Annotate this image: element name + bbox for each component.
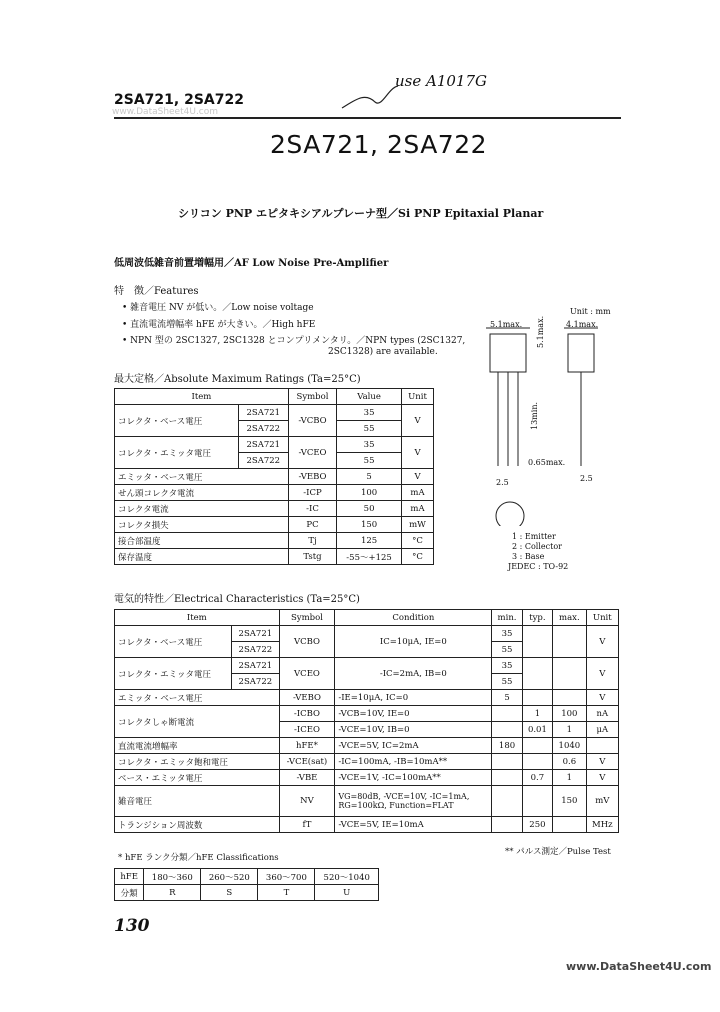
table-cell: 直流電流増幅率 [115, 738, 280, 754]
col-header: Unit [402, 389, 434, 405]
col-header: Item [115, 389, 289, 405]
table-cell: IC=10μA, IE=0 [335, 626, 492, 658]
table-cell: コレクタ・エミッタ電圧 [115, 658, 232, 690]
table-cell: 雑音電圧 [115, 786, 280, 817]
pulse-note: ** パルス測定／Pulse Test [505, 847, 611, 857]
table-cell: μA [586, 722, 618, 738]
table-cell: S [201, 885, 258, 901]
table-cell: V [586, 754, 618, 770]
page-number: 130 [114, 916, 150, 936]
table-cell [492, 786, 522, 817]
table-cell: コレクタ電流 [115, 501, 289, 517]
table-cell [522, 658, 552, 690]
table-cell: コレクタ・エミッタ飽和電圧 [115, 754, 280, 770]
package-drawing [480, 326, 620, 526]
table-cell: V [586, 770, 618, 786]
table-cell [553, 817, 587, 833]
table-cell: 1 [553, 770, 587, 786]
table-cell [492, 770, 522, 786]
table-cell: 2SA721 [232, 626, 280, 642]
table-cell [553, 658, 587, 690]
table-cell: -VCE(sat) [279, 754, 335, 770]
table-cell: 1 [522, 706, 552, 722]
feature-item: 2SC1328) are available. [328, 347, 438, 357]
table-cell: せん頭コレクタ電流 [115, 485, 289, 501]
dim-label: 2.5 [580, 474, 593, 483]
hfe-class-heading: * hFE ランク分類／hFE Classifications [118, 853, 279, 863]
col-header: Unit [586, 610, 618, 626]
table-cell: MHz [586, 817, 618, 833]
table-cell: fT [279, 817, 335, 833]
handwritten-note: use A1017G [395, 72, 487, 90]
subtitle: シリコン PNP エピタキシアルプレーナ型／Si PNP Epitaxial Planar [178, 207, 544, 220]
feature-item: • 直流電流増幅率 hFE が大きい。／High hFE [122, 320, 316, 330]
table-cell [492, 754, 522, 770]
table-cell: 0.7 [522, 770, 552, 786]
table-cell: コレクタ・ベース電圧 [115, 626, 232, 658]
features-heading: 特 徴／Features [114, 286, 199, 297]
elec-heading: 電気的特性／Electrical Characteristics (Ta=25°C) [114, 594, 360, 605]
table-cell: -VCE=1V, -IC=100mA** [335, 770, 492, 786]
table-cell [492, 817, 522, 833]
table-cell: -ICP [288, 485, 336, 501]
table-cell: 2SA722 [238, 453, 288, 469]
application: 低周波低雑音前置増幅用／AF Low Noise Pre-Amplifier [114, 258, 389, 269]
col-header: min. [492, 610, 522, 626]
table-cell: mW [402, 517, 434, 533]
table-cell: 5 [337, 469, 402, 485]
table-cell: 35 [337, 405, 402, 421]
table-cell [522, 626, 552, 658]
table-cell: NV [279, 786, 335, 817]
table-cell: ベース・エミッタ電圧 [115, 770, 280, 786]
table-cell: 35 [492, 626, 522, 642]
header-rule [114, 117, 621, 119]
feature-item: • 雑音電圧 NV が低い。／Low noise voltage [122, 303, 314, 313]
dim-label: 4.1max. [566, 320, 599, 329]
table-cell: 35 [492, 658, 522, 674]
table-cell [553, 690, 587, 706]
table-cell: 2SA721 [238, 437, 288, 453]
table-cell: U [315, 885, 379, 901]
table-cell: nA [586, 706, 618, 722]
table-cell: 260～520 [201, 869, 258, 885]
handwritten-stroke [340, 82, 400, 112]
table-cell: エミッタ・ベース電圧 [115, 469, 289, 485]
table-cell [492, 722, 522, 738]
table-cell: 5 [492, 690, 522, 706]
table-cell: 接合部温度 [115, 533, 289, 549]
table-cell: 100 [553, 706, 587, 722]
table-cell: 150 [553, 786, 587, 817]
page-title: 2SA721, 2SA722 [270, 130, 488, 159]
table-cell: 50 [337, 501, 402, 517]
table-cell: V [586, 626, 618, 658]
table-cell: hFE [115, 869, 144, 885]
table-cell: 35 [337, 437, 402, 453]
dim-label: 5.1max. [490, 320, 523, 329]
header-part-number: 2SA721, 2SA722 [114, 92, 244, 108]
table-cell: V [586, 658, 618, 690]
table-cell: コレクタ損失 [115, 517, 289, 533]
table-cell: mV [586, 786, 618, 817]
table-cell [522, 690, 552, 706]
pin-label: 2 : Collector [512, 542, 562, 551]
table-cell: 55 [337, 421, 402, 437]
table-cell: 250 [522, 817, 552, 833]
table-cell: Tj [288, 533, 336, 549]
table-cell [522, 786, 552, 817]
table-cell: 55 [492, 674, 522, 690]
watermark: www.DataSheet4U.com [112, 107, 219, 117]
table-cell [522, 754, 552, 770]
table-cell: コレクタ・ベース電圧 [115, 405, 239, 437]
elec-table [114, 609, 619, 833]
table-cell: V [586, 690, 618, 706]
table-cell: 150 [337, 517, 402, 533]
table-cell: -VBE [279, 770, 335, 786]
table-cell: コレクタ・エミッタ電圧 [115, 437, 239, 469]
table-cell: トランジション周波数 [115, 817, 280, 833]
col-header: Item [115, 610, 280, 626]
table-cell: -IE=10μA, IC=0 [335, 690, 492, 706]
table-cell: -VEBO [279, 690, 335, 706]
table-cell [492, 706, 522, 722]
table-cell: -VCE=10V, IB=0 [335, 722, 492, 738]
table-cell [522, 738, 552, 754]
col-header: typ. [522, 610, 552, 626]
feature-item: • NPN 型の 2SC1327, 2SC1328 とコンプリメンタリ。／NPN types (2SC1327, [122, 336, 466, 346]
col-header: Symbol [279, 610, 335, 626]
table-cell: 2SA721 [238, 405, 288, 421]
table-cell: V [402, 405, 434, 437]
table-cell: -ICBO [279, 706, 335, 722]
footer-url[interactable]: www.DataSheet4U.com [566, 960, 712, 973]
dim-label: 13min. [530, 401, 539, 430]
table-cell: 2SA722 [232, 674, 280, 690]
dim-label: 0.65max. [528, 458, 566, 467]
table-cell: 保存温度 [115, 549, 289, 565]
table-cell: -VCEO [288, 437, 336, 469]
table-cell [586, 738, 618, 754]
col-header: Condition [335, 610, 492, 626]
table-cell: 180 [492, 738, 522, 754]
table-cell: -VCE=5V, IC=2mA [335, 738, 492, 754]
table-cell: 2SA722 [238, 421, 288, 437]
dim-label: 5.1max. [536, 315, 545, 348]
col-header: Value [337, 389, 402, 405]
table-cell: 360～700 [258, 869, 315, 885]
abs-max-table [114, 388, 434, 565]
table-cell: 2SA722 [232, 642, 280, 658]
table-cell: -IC=100mA, -IB=10mA** [335, 754, 492, 770]
table-cell: エミッタ・ベース電圧 [115, 690, 280, 706]
dim-label: 2.5 [496, 478, 509, 487]
table-cell: -VCE=5V, IE=10mA [335, 817, 492, 833]
table-cell: 0.01 [522, 722, 552, 738]
table-cell: 125 [337, 533, 402, 549]
table-cell: 0.6 [553, 754, 587, 770]
table-cell: 100 [337, 485, 402, 501]
table-cell: °C [402, 533, 434, 549]
abs-max-heading: 最大定格／Absolute Maximum Ratings (Ta=25°C) [114, 374, 361, 385]
table-cell: 1 [553, 722, 587, 738]
table-cell: コレクタしゃ断電流 [115, 706, 280, 738]
table-cell: V [402, 437, 434, 469]
table-cell: -VCB=10V, IE=0 [335, 706, 492, 722]
table-cell: 55 [492, 642, 522, 658]
table-cell: mA [402, 485, 434, 501]
table-cell: 1040 [553, 738, 587, 754]
table-cell: 55 [337, 453, 402, 469]
table-cell: hFE* [279, 738, 335, 754]
table-cell: -IC [288, 501, 336, 517]
table-cell [553, 626, 587, 658]
table-cell: T [258, 885, 315, 901]
table-cell: -VEBO [288, 469, 336, 485]
table-cell: VCEO [279, 658, 335, 690]
table-cell: VCBO [279, 626, 335, 658]
table-cell: Tstg [288, 549, 336, 565]
table-cell: V [402, 469, 434, 485]
table-cell: °C [402, 549, 434, 565]
jedec-label: JEDEC : TO-92 [508, 562, 569, 571]
table-cell: -IC=2mA, IB=0 [335, 658, 492, 690]
unit-label: Unit : mm [570, 307, 611, 316]
table-cell: -55～+125 [337, 549, 402, 565]
col-header: Symbol [288, 389, 336, 405]
table-cell: 520～1040 [315, 869, 379, 885]
table-cell: 分類 [115, 885, 144, 901]
pin-label: 1 : Emitter [512, 532, 556, 541]
table-cell: -ICEO [279, 722, 335, 738]
table-cell: 180～360 [144, 869, 201, 885]
hfe-class-table [114, 868, 379, 901]
pin-label: 3 : Base [512, 552, 545, 561]
table-cell: VG=80dB, -VCE=10V, -IC=1mA, RG=100kΩ, Function=FLAT [335, 786, 492, 817]
table-cell: 2SA721 [232, 658, 280, 674]
table-cell: -VCBO [288, 405, 336, 437]
table-cell: PC [288, 517, 336, 533]
col-header: max. [553, 610, 587, 626]
table-cell: R [144, 885, 201, 901]
table-cell: mA [402, 501, 434, 517]
